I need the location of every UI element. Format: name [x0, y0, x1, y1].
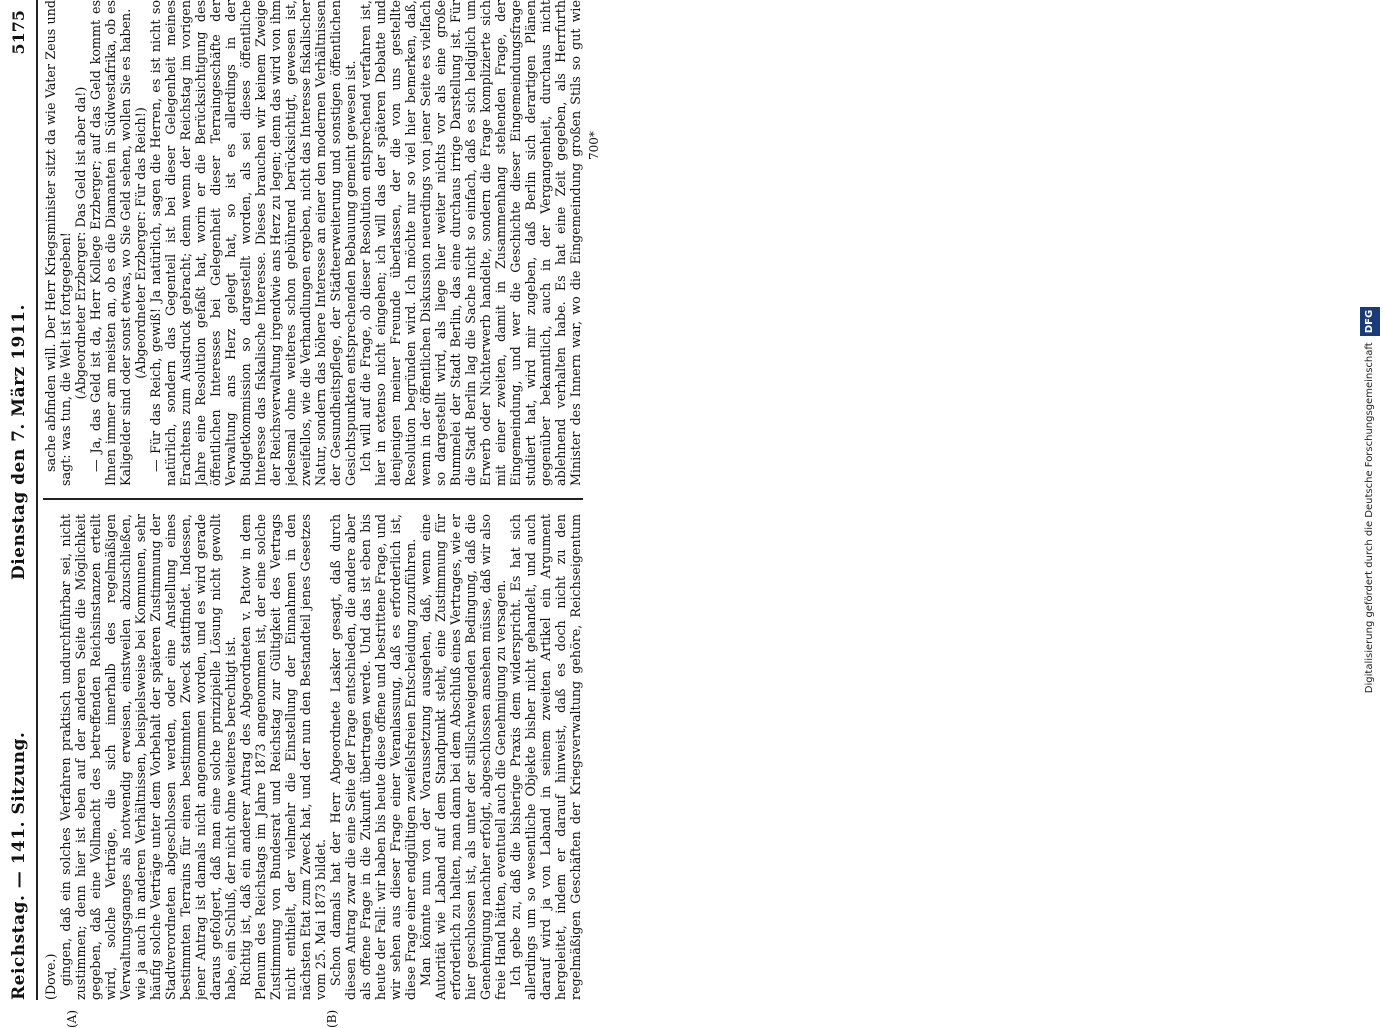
header-session: Reichstag. — 141. Sitzung.: [9, 731, 29, 1000]
header-rule: [36, 0, 38, 1000]
digitization-credit: [1360, 5, 1380, 995]
column-rule: [43, 498, 583, 500]
paragraph: Man könnte nun von der Voraussetzung ausgehen, daß, wenn eine Autorität wie Laband auf dem Standpunkt steht, eine Zustimmung für erforderlich zu halten, man dann bei dem Abschluß eines Vertrages, wie er hier geschlossen ist, als unter der stillschweigenden Bedingung, daß die Genehmigung nachher erfolgt, abgeschlossen ansehen müsse, daß wir also freie Hand hätten, eventuell auch die Genehmigung zu versagen.: [418, 514, 508, 1000]
interjection: (Abgeordneter Erzberger: Für das Reich!): [133, 107, 148, 379]
page-count: 700*: [587, 131, 601, 160]
paragraph: — Ja, das Geld ist da, Herr Kollege Erzberger; auf das Geld kommt es Ihnen immer am meisten an, ob es die Diamanten in Südwestafrika, ob es Kaligelder sind oder sonst etwas, wo Sie Geld sehen, wollen Sie es haben.: [88, 0, 133, 486]
credit-text: Digitalisierung gefördert durch die Deutsche Forschungsgemeinschaft: [1364, 342, 1375, 694]
margin-marker-a: (A): [65, 1009, 79, 1028]
rotated-page: [0, 0, 623, 1028]
page-header: [0, 0, 35, 1000]
paragraph: Richtig ist, daß ein anderer Antrag des Abgeordneten v. Patow in dem Plenum des Reichstags im Jahre 1873 angenommen ist, der eine solche Zustimmung von Bundesrat und Reichstag zur Gültigkeit des Vertrags nicht enthielt, der vielmehr die Einstellung der Einnahmen in den nächsten Etat zum Zweck hat, und der nun den Bestandteil jenes Gesetzes vom 25. Mai 1873 bildet.: [238, 514, 328, 1000]
header-date: Dienstag den 7. März 1911.: [9, 304, 29, 580]
paragraph: Ich will auf die Frage, ob dieser Resolution entsprechend verfahren ist, hier in extenso nicht eingehen; ich will das der späteren Debatte und denjenigen meiner Freunde überlassen, der die von uns gestellte Resolution begründen wird. Ich möchte nur so viel hier bemerken, daß, wenn in der öffentlichen Diskussion neuerdings von jener Seite es vielfach so dargestellt wird, als liege hier weiter nichts vor als eine große Bummelei der Stadt Berlin, das eine durchaus irrige Darstellung ist. Für die Stadt Berlin lag die Sache nicht so einfach, daß es sich lediglich um Erwerb oder Nichterwerb handelte, sondern die Frage komplizierte sich mit einer zweiten, damit in Zusammenhang stehenden Frage, der Eingemeindung, und wer die Geschichte dieser Eingemeindungsfrage studiert hat, wird mir zugeben, daß Berlin sich derartigen Plänen gegenüber bekanntlich, auch in der Vergangenheit, durchaus nicht ablehnend verhalten habe. Es hat eine Zeit gegeben, als Herrfurth Minister des Innern war, wo die Eingemeindung großen Stils so gut wie: [358, 0, 583, 486]
dfg-logo: DFG: [1360, 307, 1380, 336]
paragraph: Schon damals hat der Herr Abgeordnete Lasker gesagt, daß durch diesen Antrag zwar die eine Seite der Frage entschieden, die andere aber als offene Frage in die Zukunft übertragen werde. Und das ist eben bis heute der Fall: wir haben bis heute diese offene und bestrittene Frage, und wir sehen aus dieser Frage einer Veranlassung, daß es erforderlich ist, diese Frage einer endgültigen zweifelsfreien Entscheidung zuzuführen.: [328, 514, 418, 1000]
left-column: [43, 514, 583, 1000]
interjection: (Abgeordneter Erzberger: Das Geld ist aber da!): [73, 86, 88, 400]
margin-marker-b: (B): [325, 1009, 339, 1028]
page-number: 5175: [9, 10, 28, 55]
paragraph: Ich gebe zu, daß die bisherige Praxis dem widerspricht. Es hat sich allerdings um so wesentliche Objekte bisher nicht gehandelt, und auch darauf wird ja von Laband in seinem zweiten Artikel ein Argument hergeleitet, indem er darauf hinweist, daß es doch nicht zu den regelmäßigen Geschäften der Kriegsverwaltung gehöre, Reichseigentum: [508, 514, 583, 1000]
paragraph: — Für das Reich, gewiß! Ja natürlich, sagen die Herren, es ist nicht so natürlich, sondern das Gegenteil ist bei dieser Gelegenheit meines Erachtens zum Ausdruck gebracht; denn wenn der Reichstag im vorigen Jahre eine Resolution gefaßt hat, worin er die Berücksichtigung des öffentlichen Interesses bei Gelegenheit dieser Terraingeschäfte der Verwaltung ans Herz gelegt hat, so ist es allerdings in der Budgetkommission so dargestellt worden, als sei dieses öffentliche Interesse das fiskalische Interesse. Dieses brauchen wir keinem Zweige der Reichsverwaltung irgendwie ans Herz zu legen; denn das wird von ihm jedesmal ohne weiteres schon gebührend berücksichtigt, gewesen ist, zweifellos, wie die Verhandlungen ergeben, nicht das Interesse fiskalischer Natur, sondern das höhere Interesse an einer den modernen Verhältnissen der Gesundheitspflege, der Städteerweiterung und sonstigen öffentlichen Gesichtspunkten entsprechenden Bebauung gemeint gewesen ist.: [148, 0, 358, 486]
paragraph: sache abfinden will. Der Herr Kriegsminister sitzt da wie Vater Zeus und sagt: was tun, die Welt ist fortgegeben!: [43, 0, 73, 486]
paragraph: gingen, daß ein solches Verfahren praktisch undurchführbar sei, nicht zustimmen; denn hier ist eben auf der anderen Seite die Möglichkeit gegeben, daß eine Vollmacht des betreffenden Reichsinstanzen erteilt wird, solche Verträge, die sich innerhalb des regelmäßigen Verwaltungsganges als notwendig erweisen, einstweilen abzuschließen, wie ja auch in anderen Verhältnissen, beispielsweise bei Kommunen, sehr häufig solche Verträge unter dem Vorbehalt der späteren Zustimmung der Stadtverordneten abgeschlossen werden, oder eine Anstellung eines bestimmten Terrains für einen bestimmten Zweck stattfindet. Indessen, jener Antrag ist damals nicht angenommen worden, und es wird gerade daraus gefolgert, daß man eine solche prinzipielle Lösung nicht gewollt habe, ein Schluß, der nicht ohne weiteres berechtigt ist.: [58, 514, 238, 1000]
speaker-label: (Dove.): [43, 953, 58, 1000]
right-column: [43, 0, 583, 486]
